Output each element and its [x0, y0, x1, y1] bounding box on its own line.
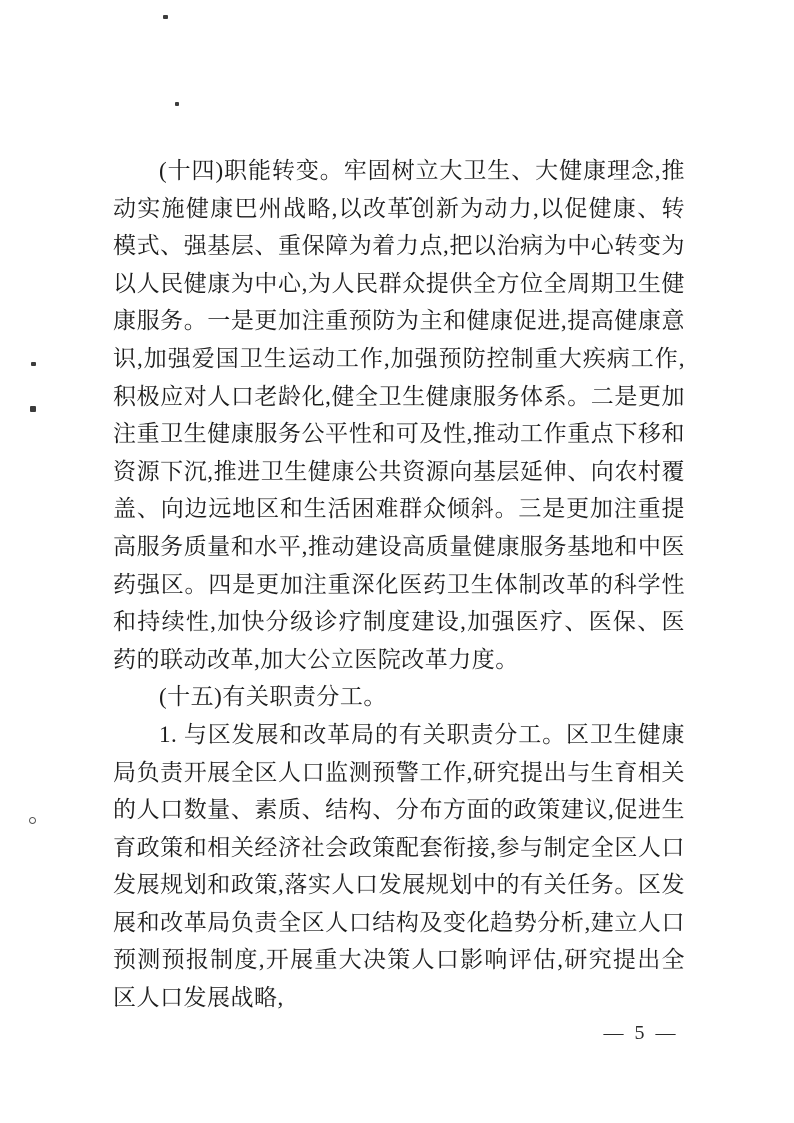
scan-speck [175, 102, 179, 106]
scan-speck [29, 817, 36, 824]
paragraph-section-15-heading: (十五)有关职责分工。 [159, 684, 387, 710]
page-number: — 5 — [603, 1022, 679, 1044]
paragraph-section-14: (十四)职能转变。牢固树立大卫生、大健康理念,推动实施健康巴州战略,以改革创新为动力,以促健康、转模式、强基层、重保障为着力点,把以治病为中心转变为以人民健康为中心,为人民群众提供全方位全周期卫生健康服务。一是更加注重预防为主和健康促进,提高健康意识,加强爱国卫生运动工作,加强预防控制重大疾病工作,积极应对人口老龄化,健全卫生健康服务体系。二是更加注重卫生健康服务公平性和可及性,推动工作重点下移和资源下沉,推进卫生健康公共资源向基层延伸、向农村覆盖、向边远地区和生活困难群众倾斜。三是更加注重提高服务质量和水平,推动建设高质量健康服务基地和中医药强区。四是更加注重深化医药卫生体制改革的科学性和持续性,加快分级诊疗制度建设,加强医疗、医保、医药的联动改革,加大公立医院改革力度。 [113, 158, 685, 672]
scan-speck [163, 15, 168, 19]
scan-speck [31, 362, 36, 366]
scan-speck [30, 406, 36, 412]
paragraph-section-15-item-1: 1. 与区发展和改革局的有关职责分工。区卫生健康局负责开展全区人口监测预警工作,研究提出与生育相关的人口数量、素质、结构、分布方面的政策建议,促进生育政策和相关经济社会政策配套衔接,参与制定全区人口发展规划和政策,落实人口发展规划中的有关任务。区发展和改革局负责全区人口结构及变化趋势分析,建立人口预测预报制度,开展重大决策人口影响评估,研究提出全区人口发展战略, [113, 721, 685, 1011]
document-text-block [113, 152, 685, 1017]
